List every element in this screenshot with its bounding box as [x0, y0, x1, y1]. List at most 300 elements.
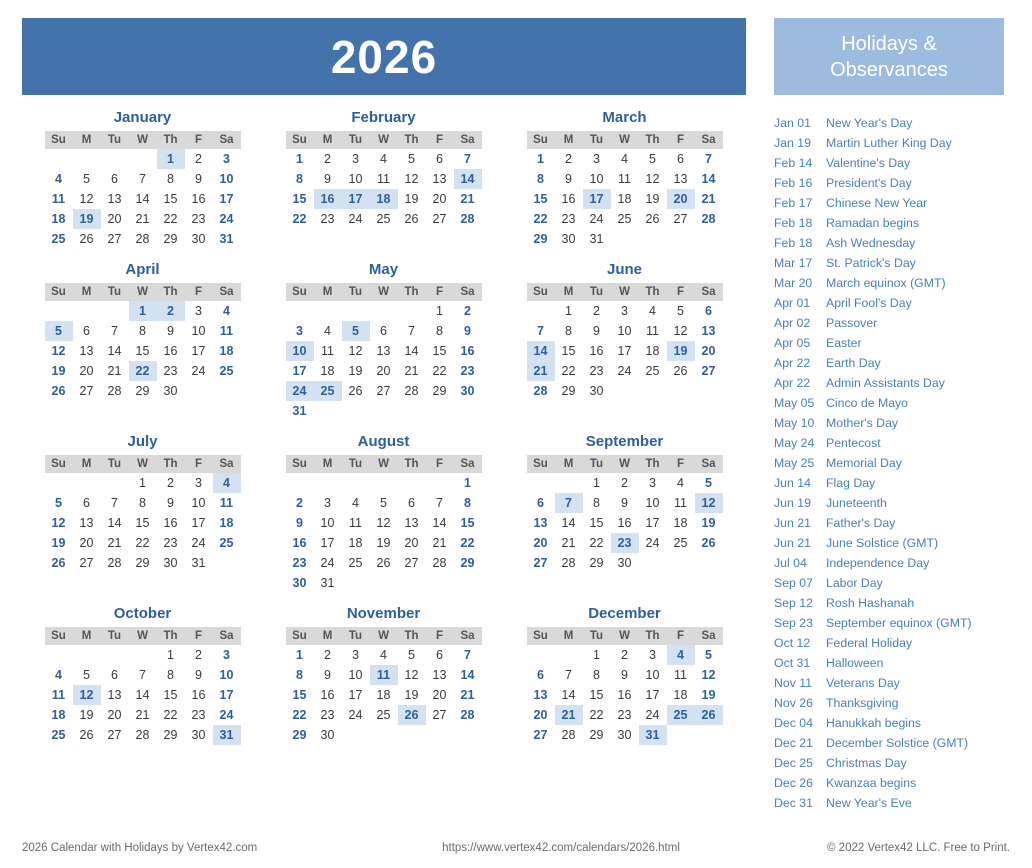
month-table	[45, 627, 241, 745]
weekday-header: F	[185, 131, 213, 149]
day-cell: 30	[460, 384, 475, 398]
day-cell: 18	[219, 516, 234, 530]
weekday-header: M	[314, 627, 342, 645]
day-cell: 24	[219, 708, 234, 722]
day-cell: 29	[163, 728, 178, 742]
day-cell: 3	[593, 152, 600, 166]
holiday-item	[774, 313, 1004, 333]
day-cell: 4	[213, 473, 241, 493]
day-cell: 23	[460, 364, 475, 378]
day-cell: 31	[639, 725, 667, 745]
weekday-header: F	[426, 283, 454, 301]
day-cell: 23	[611, 533, 639, 553]
day-cell: 20	[79, 364, 94, 378]
day-cell: 8	[296, 668, 303, 682]
month-block	[504, 601, 745, 745]
day-cell: 18	[370, 189, 398, 209]
day-cell: 26	[701, 536, 716, 550]
day-cell: 20	[404, 536, 419, 550]
week-row	[527, 189, 723, 209]
week-row	[527, 665, 723, 685]
day-cell: 27	[79, 384, 94, 398]
day-cell: 4	[380, 648, 387, 662]
week-row	[527, 685, 723, 705]
holiday-name: Valentine's Day	[826, 156, 911, 170]
weekday-header: F	[426, 627, 454, 645]
day-cell-empty	[185, 381, 213, 401]
day-cell: 24	[286, 381, 314, 401]
holiday-date: Jan 19	[774, 136, 811, 150]
day-cell: 22	[589, 708, 604, 722]
day-cell: 19	[348, 364, 363, 378]
holiday-list	[774, 113, 1004, 813]
holiday-name: December Solstice (GMT)	[826, 736, 969, 750]
weekday-header: Sa	[695, 131, 723, 149]
day-cell: 9	[324, 668, 331, 682]
weekday-header: Tu	[583, 627, 611, 645]
day-cell: 12	[51, 516, 66, 530]
holiday-name: Kwanzaa begins	[826, 776, 917, 790]
day-cell-empty	[426, 473, 454, 493]
day-cell: 13	[533, 516, 548, 530]
day-cell: 31	[213, 725, 241, 745]
weekday-header: M	[73, 131, 101, 149]
day-cell: 27	[107, 728, 122, 742]
day-cell: 10	[191, 324, 206, 338]
day-cell: 7	[111, 496, 118, 510]
day-cell: 11	[370, 665, 398, 685]
day-cell: 30	[191, 728, 206, 742]
day-cell-empty	[314, 301, 342, 321]
day-cell-empty	[695, 381, 723, 401]
holiday-date: Nov 11	[774, 676, 813, 690]
day-cell: 13	[107, 688, 122, 702]
day-cell: 3	[352, 648, 359, 662]
weekday-header: W	[611, 283, 639, 301]
day-cell: 16	[617, 516, 632, 530]
day-cell: 29	[163, 232, 178, 246]
week-row	[286, 685, 482, 705]
weekday-header-row	[286, 627, 482, 645]
body-row	[22, 105, 1010, 813]
day-cell: 9	[167, 496, 174, 510]
holiday-name: Thanksgiving	[826, 696, 899, 710]
day-cell: 27	[432, 708, 447, 722]
day-cell: 10	[617, 324, 632, 338]
day-cell-empty	[426, 573, 454, 593]
week-row	[286, 401, 482, 421]
day-cell-empty	[611, 229, 639, 249]
day-cell: 1	[464, 476, 471, 490]
day-cell-empty	[667, 381, 695, 401]
day-cell: 24	[348, 212, 363, 226]
week-row	[527, 341, 723, 361]
day-cell: 7	[705, 152, 712, 166]
day-cell-empty	[342, 401, 370, 421]
holiday-name: Ash Wednesday	[826, 236, 916, 250]
weekday-header: Th	[639, 131, 667, 149]
month-name: August	[357, 433, 410, 450]
holiday-date: Jun 21	[774, 536, 811, 550]
weekday-header: Th	[157, 455, 185, 473]
day-cell: 9	[565, 172, 572, 186]
weekday-header: Su	[286, 455, 314, 473]
day-cell: 18	[617, 192, 632, 206]
day-cell-empty	[129, 149, 157, 169]
footer-url[interactable]: https://www.vertex42.com/calendars/2026.html	[442, 842, 680, 854]
day-cell: 19	[701, 688, 716, 702]
day-cell: 21	[527, 361, 555, 381]
day-cell: 5	[705, 648, 712, 662]
day-cell: 28	[432, 556, 447, 570]
day-cell: 26	[376, 556, 391, 570]
day-cell: 16	[561, 192, 576, 206]
weekday-header: Tu	[342, 131, 370, 149]
day-cell: 1	[129, 301, 157, 321]
weekday-header: Tu	[342, 283, 370, 301]
week-row	[527, 725, 723, 745]
page-title: 2026	[330, 30, 438, 83]
day-cell: 28	[561, 556, 576, 570]
week-row	[286, 341, 482, 361]
day-cell: 26	[404, 212, 419, 226]
week-row	[286, 665, 482, 685]
day-cell-empty	[370, 401, 398, 421]
weekday-header: Tu	[583, 283, 611, 301]
months-area	[22, 105, 746, 813]
day-cell: 7	[565, 668, 572, 682]
day-cell: 18	[51, 708, 66, 722]
weekday-header: F	[426, 131, 454, 149]
day-cell: 24	[191, 364, 206, 378]
day-cell: 10	[286, 341, 314, 361]
holiday-item	[774, 213, 1004, 233]
day-cell: 8	[167, 668, 174, 682]
day-cell: 4	[380, 152, 387, 166]
day-cell: 13	[107, 192, 122, 206]
day-cell: 25	[645, 364, 660, 378]
day-cell: 22	[589, 536, 604, 550]
weekday-header-row	[286, 283, 482, 301]
weekday-header-row	[45, 455, 241, 473]
holiday-item	[774, 373, 1004, 393]
day-cell-empty	[73, 473, 101, 493]
day-cell: 21	[460, 688, 475, 702]
day-cell-empty	[370, 573, 398, 593]
day-cell: 16	[191, 192, 206, 206]
weekday-header: Th	[639, 627, 667, 645]
day-cell: 8	[296, 172, 303, 186]
month-table	[286, 131, 482, 229]
day-cell: 3	[324, 496, 331, 510]
day-cell: 17	[645, 688, 660, 702]
week-row	[527, 645, 723, 665]
day-cell: 11	[674, 496, 687, 510]
weekday-header: Th	[398, 455, 426, 473]
week-row	[45, 553, 241, 573]
day-cell-empty	[695, 229, 723, 249]
week-row	[45, 685, 241, 705]
holiday-name: April Fool's Day	[826, 296, 912, 310]
day-cell-empty	[286, 473, 314, 493]
holiday-name: Passover	[826, 316, 878, 330]
day-cell: 23	[589, 364, 604, 378]
holiday-item	[774, 473, 1004, 493]
day-cell: 8	[537, 172, 544, 186]
day-cell: 25	[51, 232, 66, 246]
day-cell: 27	[432, 212, 447, 226]
day-cell: 9	[593, 324, 600, 338]
weekday-header: M	[73, 283, 101, 301]
day-cell: 19	[701, 516, 716, 530]
week-row	[527, 229, 723, 249]
day-cell: 28	[701, 212, 716, 226]
holiday-name: Rosh Hashanah	[826, 596, 915, 610]
day-cell: 12	[673, 324, 688, 338]
day-cell-empty	[342, 473, 370, 493]
day-cell: 14	[701, 172, 716, 186]
day-cell: 23	[191, 708, 206, 722]
day-cell: 2	[195, 648, 202, 662]
day-cell-empty	[101, 149, 129, 169]
holiday-item	[774, 173, 1004, 193]
week-row	[527, 321, 723, 341]
weekday-header: Tu	[101, 627, 129, 645]
day-cell: 28	[107, 556, 122, 570]
day-cell: 7	[408, 324, 415, 338]
day-cell: 19	[645, 192, 660, 206]
day-cell: 21	[701, 192, 716, 206]
day-cell-empty	[639, 229, 667, 249]
day-cell: 19	[73, 209, 101, 229]
holiday-date: Jun 21	[774, 516, 811, 530]
day-cell: 15	[292, 688, 307, 702]
holiday-item	[774, 293, 1004, 313]
day-cell: 3	[649, 476, 656, 490]
weekday-header: Sa	[695, 283, 723, 301]
day-cell: 30	[191, 232, 206, 246]
week-row	[45, 149, 241, 169]
day-cell: 28	[561, 728, 576, 742]
day-cell: 5	[408, 152, 415, 166]
day-cell: 4	[55, 668, 62, 682]
weekday-header-row	[45, 627, 241, 645]
week-row	[527, 381, 723, 401]
day-cell: 15	[163, 192, 178, 206]
day-cell: 9	[621, 496, 628, 510]
weekday-header-row	[527, 131, 723, 149]
weekday-header: Su	[527, 627, 555, 645]
day-cell: 31	[292, 404, 307, 418]
day-cell: 9	[621, 668, 628, 682]
day-cell: 10	[348, 172, 363, 186]
day-cell-empty	[370, 473, 398, 493]
day-cell: 18	[673, 688, 688, 702]
day-cell: 9	[296, 516, 303, 530]
day-cell: 7	[436, 496, 443, 510]
weekday-header: Sa	[454, 627, 482, 645]
day-cell-empty	[639, 381, 667, 401]
year-banner	[22, 18, 746, 95]
weekday-header: M	[314, 283, 342, 301]
week-row	[286, 533, 482, 553]
weekday-header: Tu	[583, 455, 611, 473]
month-name: March	[602, 109, 647, 126]
week-row	[286, 725, 482, 745]
day-cell: 3	[296, 324, 303, 338]
holiday-date: Jun 19	[774, 496, 811, 510]
day-cell: 15	[163, 688, 178, 702]
month-table	[527, 131, 723, 249]
day-cell: 20	[79, 536, 94, 550]
day-cell: 20	[533, 708, 548, 722]
weekday-header: W	[370, 627, 398, 645]
week-row	[45, 341, 241, 361]
week-row	[286, 169, 482, 189]
day-cell: 16	[314, 189, 342, 209]
weekday-header: F	[667, 283, 695, 301]
weekday-header: Tu	[101, 455, 129, 473]
day-cell: 16	[163, 344, 178, 358]
weekday-header: Sa	[213, 131, 241, 149]
day-cell: 27	[701, 364, 716, 378]
day-cell: 24	[320, 556, 335, 570]
holiday-date: Dec 31	[774, 796, 813, 810]
week-row	[286, 381, 482, 401]
day-cell: 26	[695, 705, 723, 725]
day-cell: 25	[51, 728, 66, 742]
holiday-item	[774, 413, 1004, 433]
day-cell: 1	[157, 149, 185, 169]
holiday-name: Easter	[826, 336, 862, 350]
day-cell-empty	[45, 473, 73, 493]
holiday-name: June Solstice (GMT)	[826, 536, 939, 550]
holiday-name: Halloween	[826, 656, 884, 670]
holiday-item	[774, 693, 1004, 713]
day-cell: 1	[139, 476, 146, 490]
day-cell: 7	[464, 648, 471, 662]
day-cell: 27	[673, 212, 688, 226]
day-cell: 28	[460, 212, 475, 226]
holiday-date: Dec 04	[774, 716, 813, 730]
day-cell: 20	[667, 189, 695, 209]
week-row	[45, 189, 241, 209]
week-row	[45, 533, 241, 553]
holiday-date: May 25	[774, 456, 815, 470]
weekday-header-row	[45, 283, 241, 301]
weekday-header-row	[527, 455, 723, 473]
month-name: July	[127, 433, 158, 450]
day-cell: 4	[621, 152, 628, 166]
holiday-date: Apr 01	[774, 296, 811, 310]
day-cell: 5	[45, 321, 73, 341]
day-cell: 2	[296, 496, 303, 510]
month-name: December	[588, 605, 661, 622]
holiday-date: Jan 01	[774, 116, 811, 130]
weekday-header-row	[45, 131, 241, 149]
week-row	[527, 705, 723, 725]
month-table	[286, 627, 482, 745]
day-cell: 3	[352, 152, 359, 166]
holiday-date: Dec 26	[774, 776, 813, 790]
day-cell: 18	[51, 212, 66, 226]
day-cell-empty	[45, 301, 73, 321]
day-cell-empty	[73, 301, 101, 321]
weekday-header: Su	[527, 455, 555, 473]
day-cell: 14	[432, 516, 447, 530]
weekday-header: Su	[286, 283, 314, 301]
day-cell: 6	[436, 152, 443, 166]
holiday-item	[774, 453, 1004, 473]
day-cell: 18	[673, 516, 688, 530]
day-cell: 3	[649, 648, 656, 662]
weekday-header-row	[286, 131, 482, 149]
day-cell-empty	[342, 725, 370, 745]
holiday-date: May 10	[774, 416, 815, 430]
week-row	[527, 513, 723, 533]
holiday-date: May 24	[774, 436, 815, 450]
day-cell: 6	[380, 324, 387, 338]
day-cell: 10	[219, 668, 234, 682]
weekday-header: Su	[286, 131, 314, 149]
day-cell: 20	[701, 344, 716, 358]
day-cell: 15	[533, 192, 548, 206]
day-cell: 1	[296, 648, 303, 662]
day-cell: 30	[561, 232, 576, 246]
week-row	[45, 321, 241, 341]
month-block	[22, 257, 263, 421]
weekday-header: Th	[639, 283, 667, 301]
day-cell: 8	[139, 324, 146, 338]
holiday-date: Jun 14	[774, 476, 811, 490]
day-cell: 24	[645, 708, 660, 722]
day-cell: 5	[705, 476, 712, 490]
day-cell: 22	[135, 536, 150, 550]
day-cell: 29	[135, 384, 150, 398]
weekday-header: W	[611, 627, 639, 645]
day-cell: 15	[432, 344, 447, 358]
month-name: May	[368, 261, 399, 278]
weekday-header: Tu	[342, 455, 370, 473]
weekday-header: Tu	[342, 627, 370, 645]
day-cell: 23	[320, 708, 335, 722]
day-cell: 7	[537, 324, 544, 338]
day-cell: 18	[376, 688, 391, 702]
weekday-header: M	[555, 131, 583, 149]
day-cell-empty	[342, 573, 370, 593]
day-cell: 6	[408, 496, 415, 510]
holiday-item	[774, 753, 1004, 773]
day-cell: 24	[348, 708, 363, 722]
day-cell: 22	[460, 536, 475, 550]
holiday-date: Dec 21	[774, 736, 813, 750]
day-cell-empty	[73, 645, 101, 665]
day-cell: 17	[191, 516, 206, 530]
holiday-date: Feb 18	[774, 236, 813, 250]
holiday-name: Labor Day	[826, 576, 883, 590]
holiday-name: Memorial Day	[826, 456, 902, 470]
weekday-header-row	[527, 627, 723, 645]
day-cell: 20	[107, 708, 122, 722]
weekday-header: Tu	[101, 283, 129, 301]
day-cell: 3	[195, 476, 202, 490]
day-cell: 9	[464, 324, 471, 338]
day-cell: 6	[705, 304, 712, 318]
month-name: April	[125, 261, 160, 278]
day-cell: 29	[460, 556, 475, 570]
weekday-header: W	[129, 131, 157, 149]
day-cell-empty	[101, 645, 129, 665]
